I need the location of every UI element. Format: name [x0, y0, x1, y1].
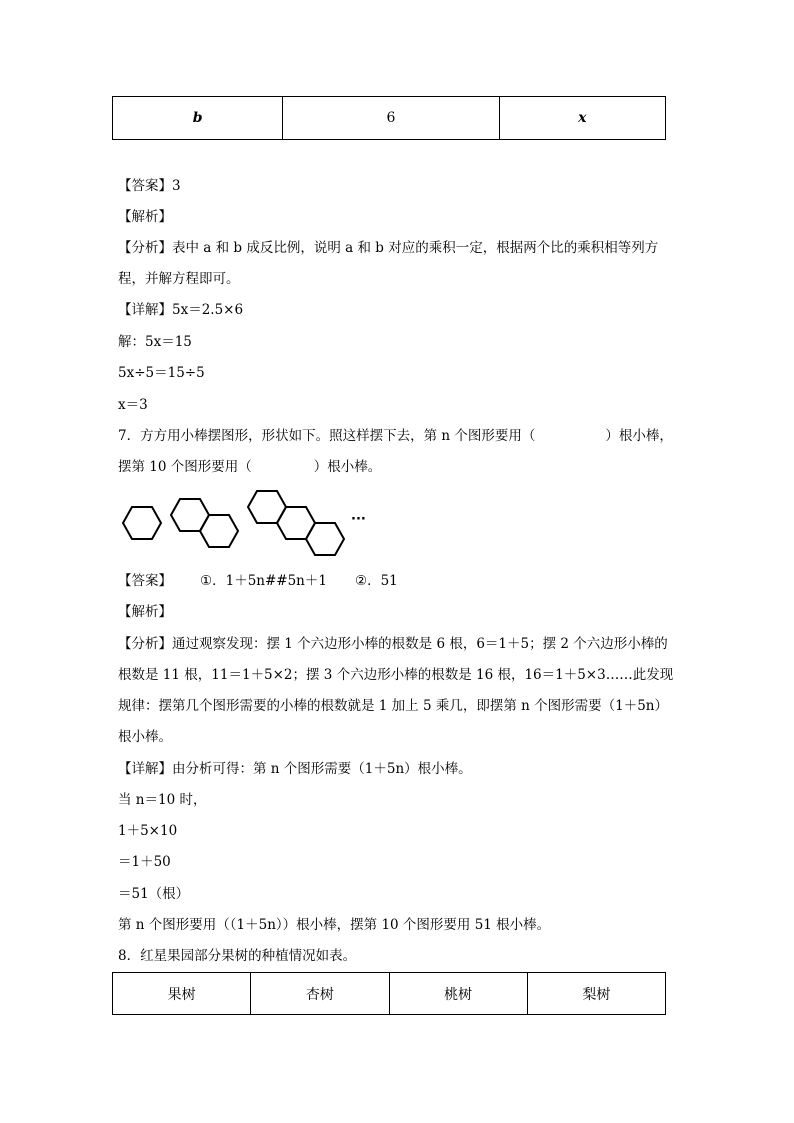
q8-question: 8．红星果园部分果树的种植情况如表。	[118, 948, 357, 964]
hexagon-shape	[200, 515, 238, 547]
table-header-row	[113, 973, 666, 1015]
q6-detail: 【详解】5x＝2.5×6	[118, 302, 244, 318]
q7-question-line	[118, 457, 381, 477]
table-cell: b	[113, 97, 283, 140]
q6-analysis-line: 程，并解方程即可。	[118, 271, 240, 287]
q6-analysis-heading: 【解析】	[118, 209, 172, 225]
q7-step: 1＋5×10	[118, 823, 178, 839]
q7-step: ＝51（根）	[118, 886, 190, 902]
table-header-cell: 梨树	[527, 973, 665, 1015]
q7-question-line	[118, 426, 673, 446]
hexagon-shape	[306, 523, 344, 555]
table-row	[113, 97, 666, 140]
q7-question-text: ）根小棒。	[313, 459, 382, 475]
q7-analysis-heading: 【解析】	[118, 604, 172, 620]
table-header-cell: 果树	[113, 973, 251, 1015]
q6-analysis-line: 【分析】表中 a 和 b 成反比例，说明 a 和 b 对应的乘积一定，根据两个比的乘积相等列方	[118, 240, 659, 256]
q6-step: x＝3	[118, 397, 148, 413]
q7-answer-line	[118, 571, 398, 591]
q7-answer-1: ①．1＋5n##5n＋1	[200, 573, 327, 589]
table-cell: x	[499, 97, 665, 140]
q7-question-text: ）根小棒，	[605, 428, 673, 444]
table-header-cell: 桃树	[389, 973, 527, 1015]
q7-analysis-line: 根小棒。	[118, 729, 172, 745]
q7-detail: 【详解】由分析可得：第 n 个图形需要（1＋5n）根小棒。	[118, 761, 472, 777]
q7-analysis-line: 根数是 11 根，11＝1＋5×2；摆 3 个六边形小棒的根数是 16 根，16＝1＋5×3……此发现	[118, 667, 674, 683]
q7-step: ＝1＋50	[118, 854, 171, 870]
fruit-tree-table	[112, 972, 666, 1015]
q7-question-text: 摆第 10 个图形要用（	[118, 459, 252, 475]
hexagon-shape	[123, 507, 161, 539]
q6-answer: 【答案】3	[118, 178, 181, 194]
proportion-table	[112, 96, 666, 140]
q7-analysis-line: 【分析】通过观察发现：摆 1 个六边形小棒的根数是 6 根，6＝1＋5；摆 2 个六边形小棒的	[118, 636, 668, 652]
table-cell: 6	[283, 97, 499, 140]
q7-answer-label: 【答案】	[118, 573, 172, 589]
q7-step: 当 n＝10 时，	[118, 792, 207, 808]
q6-step: 5x÷5＝15÷5	[118, 365, 205, 381]
q7-conclusion: 第 n 个图形要用（（1＋5n））根小棒，摆第 10 个图形要用 51 根小棒。	[118, 917, 551, 933]
table-header-cell: 杏树	[251, 973, 389, 1015]
q6-step: 解：5x＝15	[118, 334, 192, 350]
ellipsis-label: ···	[351, 512, 366, 527]
q7-answer-2: ②．51	[354, 573, 398, 589]
hexagon-stick-figure	[118, 486, 368, 560]
q7-analysis-line: 规律：摆第几个图形需要的小棒的根数就是 1 加上 5 乘几，即摆第 n 个图形需要（1＋5n）	[118, 698, 668, 714]
q7-question-text: 7．方方用小棒摆图形，形状如下。照这样摆下去，第 n 个图形要用（	[118, 428, 536, 444]
